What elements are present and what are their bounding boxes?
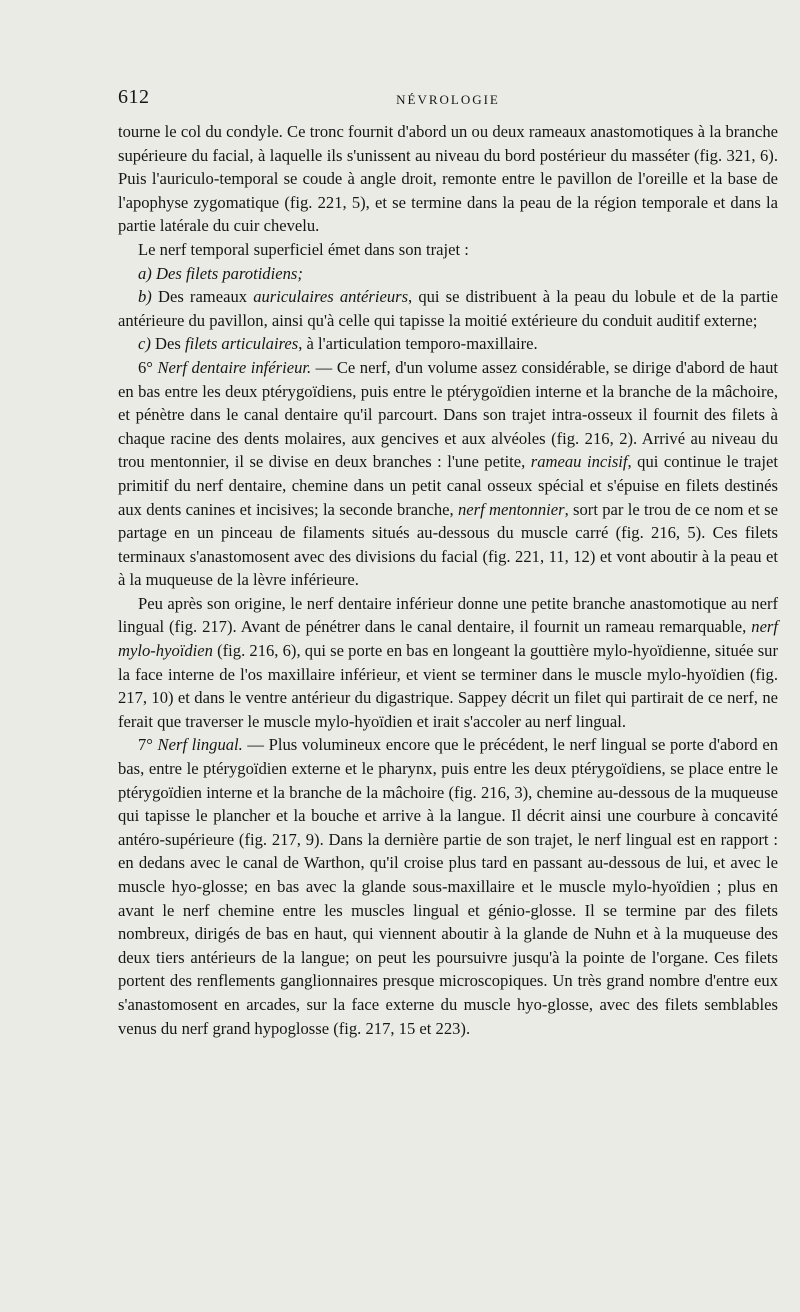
paragraph [118, 356, 778, 592]
text-run: 6° [138, 357, 158, 377]
paragraph [118, 238, 778, 262]
text-run: 7° [138, 735, 158, 755]
italic-text: filets articulaires [185, 334, 299, 354]
text-run: Le nerf temporal superficiel émet dans son trajet : [138, 239, 469, 259]
italic-text: a) Des [138, 263, 186, 283]
text-run: — Ce nerf, d'un volume assez considérable, se dirige d'abord de haut en bas entre les deux ptérygoïdiens, puis entre le ptérygoïdien interne et la branche de la mâchoire, et pénètre dans le canal dentaire qu'il parcourt. Dans son trajet intra-osseux il fournit des filets à chaque racine des dents molaires, aux gencives et aux alvéoles (fig. 216, 2). Arrivé au niveau du trou mentonnier, il se divise en deux branches : l'une petite, [118, 357, 779, 472]
text-run: — Plus volumineux encore que le précédent, le nerf lingual se porte d'abord en bas, entre le ptérygoïdien externe et le pharynx, puis entre les deux ptérygoïdiens, se place entre le ptérygoïdien interne et la branche de la mâchoire (fig. 216, 3), chemine au-dessous de la muqueuse qui tapisse le plancher et la bouche et arrive à la langue. Il décrit ainsi une courbure à concavité antéro-supérieure (fig. 217, 9). Dans la dernière partie de son trajet, le nerf lingual est en rapport : en dedans avec le canal de Warthon, qu'il croise plus tard en passant au-dessous de lui, et avec le muscle hyo-glosse; en bas avec la glande sous-maxillaire et le muscle mylo-hyoïdien ; plus en avant le nerf chemine entre les muscles lingual et génio-glosse. Il se termine par des filets nombreux, dirigés de bas en haut, qui viennent aboutir à la glande de Nuhn et à la muqueuse des deux tiers antérieurs de la langue; on peut les poursuivre jusqu'à la pointe de l'organe. Ces filets portent des renflements ganglionnaires presque microscopiques. Un très grand nombre d'entre eux s'anastomosent en arcades, sur la face externe du muscle hyo-glosse, avec des filets semblables venus du nerf grand hypoglosse (fig. 217, 15 et 223). [118, 735, 778, 1038]
text-run: tourne le col du condyle. Ce tronc fournit d'abord un ou deux rameaux anastomotiques à la branche supérieure du facial, à laquelle ils s'unissent au niveau du bord postérieur du masséter (fig. 321, 6). Puis l'auriculo-temporal se coude à angle droit, remonte entre le pavillon de l'oreille et la base de l'apophyse zygomatique (fig. 221, 5), et se termine dans la peau de la région temporale et dans la partie latérale du cuir chevelu. [118, 122, 778, 236]
paragraph [118, 285, 778, 332]
paragraph [118, 592, 778, 734]
body-text [118, 120, 778, 1040]
text-run: (fig. 216, 6), qui se porte en bas en longeant la gouttière mylo-hyoïdienne, située sur la face interne de l'os maxillaire inférieur, et vient se terminer dans le muscle mylo-hyoïdien (fig. 217, 10) et dans le ventre antérieur du digastrique. Sappey décrit un filet qui partirait de ce nerf, ne ferait que traverser le muscle mylo-hyoïdien et irait s'accoler au nerf lingual. [118, 641, 778, 731]
paragraph [118, 120, 778, 238]
italic-text: Nerf dentaire inférieur. [157, 357, 312, 377]
book-page [118, 86, 778, 1040]
page-header [118, 86, 778, 120]
text-run: Des rameaux [157, 287, 254, 307]
text-run: Des [155, 334, 186, 354]
paragraph [118, 262, 778, 286]
text-run: , sort par le trou de ce nom et se partage en un pinceau de filaments situés au-dessous du muscle carré (fig. 216, 5). Ces filets terminaux s'anastomosent avec des divisions du facial (fig. 221, 11, 12) et vont aboutir à la peau et à la muqueuse de la lèvre inférieure. [118, 499, 778, 590]
italic-text: nerf mentonnier [457, 499, 565, 519]
running-title: NÉVROLOGIE [396, 92, 500, 107]
italic-text: c) [138, 334, 156, 354]
page-number: 612 [118, 86, 150, 108]
italic-text: b) [138, 287, 158, 307]
text-run: , qui se distribuent à la peau du lobule et de la partie antérieure du pavillon, ainsi qu'à celle qui tapisse la moitié extérieure du conduit auditif externe; [118, 287, 778, 330]
italic-text: nerf mylo-hyoïdien [118, 617, 778, 661]
italic-text: filets parotidiens; [185, 263, 303, 283]
italic-text: rameau incisif [530, 452, 628, 472]
text-run: , qui continue le trajet primitif du nerf dentaire, chemine dans un petit canal osseux spécial et s'épuise en filets destinés aux dents canines et incisives; la seconde branche, [118, 452, 778, 519]
paragraph [118, 332, 778, 356]
italic-text: auriculaires antérieurs [253, 287, 409, 307]
text-run: , à l'articulation temporo-maxillaire. [298, 334, 538, 354]
italic-text: Nerf lingual. [157, 735, 243, 755]
text-run: Peu après son origine, le nerf dentaire inférieur donne une petite branche anastomotique au nerf lingual (fig. 217). Avant de pénétrer dans le canal dentaire, il fournit un rameau remarquable, [118, 593, 778, 637]
paragraph [118, 733, 778, 1040]
